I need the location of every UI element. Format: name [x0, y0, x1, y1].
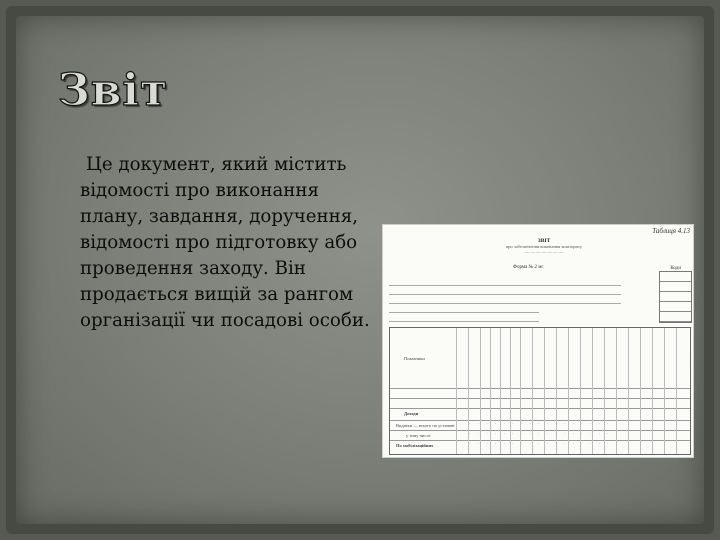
info-row	[389, 304, 539, 313]
table-digits: · · · · · · · · · · · · · · · · ·	[469, 421, 612, 426]
row-label: Видатки — всього по установі	[396, 423, 455, 428]
document-heading-line: — — — — — — —	[524, 249, 564, 254]
report-form-image	[382, 224, 694, 458]
info-row	[389, 286, 621, 295]
table-digits: · · · · · · · · · · · · · · · · ·	[469, 431, 612, 436]
document-heading-title: ЗВІТ	[537, 238, 551, 244]
slide-body-text: Це документ, який містить відомості про виконання плану, завдання, доручення, відомості про підготовку або проведення заходу. Він продається вищій за рангом організації чи посадові особи.	[80, 154, 370, 331]
document-heading-subtitle: про забезпечення виконання кошторису	[505, 244, 583, 249]
document-heading	[479, 238, 609, 254]
codes-box	[659, 271, 692, 323]
column-label: Показники	[404, 356, 425, 361]
info-row	[389, 277, 621, 286]
slide-title: Звіт	[58, 65, 169, 116]
codes-label: Коди	[670, 266, 681, 271]
row-label: у тому числі:	[406, 433, 432, 438]
info-row	[389, 313, 539, 322]
row-label: По мобілізаційних	[396, 443, 434, 448]
table-number: Таблиця 4.13	[652, 227, 690, 235]
row-label: Доходи	[404, 411, 419, 416]
info-row	[389, 295, 621, 304]
form-name: Форма № 2 мс	[513, 265, 544, 270]
table-digits: · · · · · · · · · · · · · · · · ·	[469, 441, 612, 446]
